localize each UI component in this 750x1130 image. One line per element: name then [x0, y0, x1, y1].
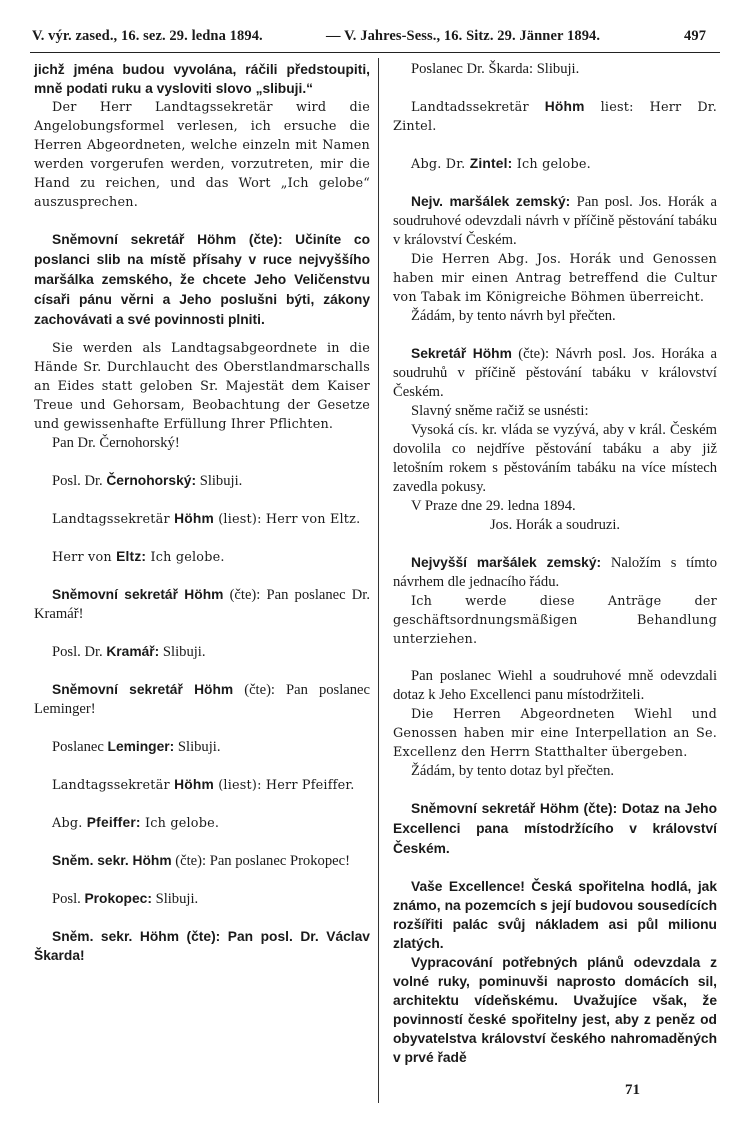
speaker: Höhm — [544, 99, 585, 114]
paragraph: Landtagssekretär Höhm (liest): Herr von Eltz. — [52, 511, 361, 527]
running-header — [32, 22, 720, 52]
paragraph: Sekretář Höhm (čte): Návrh posl. Jos. Horáka a soudruhů v příčině pěstování tabáku v království Českém. — [393, 346, 718, 400]
speaker: Leminger: — [107, 739, 175, 754]
paragraph: Žádám, by tento dotaz byl přečten. — [411, 763, 615, 779]
speaker: Prokopec: — [84, 891, 152, 906]
paragraph: Die Herren Abgeordneten Wiehl und Genossen haben mir eine Interpellation an Se. Excellenz den Herrn Statthalter übergeben. — [393, 707, 717, 760]
paragraph: Sněmovní sekretář Höhm (čte): Pan poslanec Dr. Kramář! — [34, 587, 370, 622]
paragraph: Sněmovní sekretář Höhm (čte): Pan poslanec Leminger! — [34, 682, 370, 717]
paragraph — [34, 230, 370, 330]
paragraph: Nejv. maršálek zemský: Pan posl. Jos. Horák a soudruhové odevzdali návrh v příčině pěstování tabáku v království Českém. — [393, 194, 717, 248]
speaker: Černohorský: — [106, 473, 197, 488]
paragraph: Vypracování potřebných plánů odevzdala z volné ruky, pominuvši naprosto domácích sil, architektu vídeňskému. Uvažujíce však, že povinností české spořitelny jest, aby z peněz od obyvatelstva království českého nahromaděných v prvé řadě — [393, 955, 717, 1065]
header-rule — [30, 52, 720, 53]
paragraph: Posl. Prokopec: Slibuji. — [52, 891, 199, 907]
speaker: Sekretář Höhm — [411, 346, 512, 361]
speaker: Höhm — [174, 777, 214, 792]
paragraph: Slavný sněme račiž se usnésti: — [411, 403, 589, 419]
paragraph: Nejvyšší maršálek zemský: Naložím s tímto návrhem dle jednacího řádu. — [393, 555, 717, 590]
signature-number: 71 — [625, 1082, 640, 1098]
speaker: Nejv. maršálek zemský: — [411, 194, 571, 209]
paragraph: Ich werde diese Anträge der geschäftsordnungsmäßigen Behandlung unterziehen. — [393, 594, 717, 647]
paragraph-text: Učiníte co poslanci slib na místě přísahy v ruce nejvyššího maršálka zemského, že chcete Jeho Veličenstvu císaři pánu věrni a Jeho poslušni býti, zákony zachovávati a své povinnosti plniti. — [34, 232, 370, 327]
left-column — [34, 60, 370, 965]
speaker: Nejvyšší maršálek zemský: — [411, 555, 602, 570]
header-german: — V. Jahres-Sess., 16. Sitz. 29. Jänner 1894. — [326, 28, 601, 44]
paragraph: Posl. Dr. Černohorský: Slibuji. — [52, 473, 243, 489]
speaker: Kramář: — [106, 644, 160, 659]
header-page-number: 497 — [684, 28, 707, 44]
paragraph: Vaše Excellence! Česká spořitelna hodlá, jak známo, na pozemcích s její budovou sousedících rozšířiti palác svůj nákladem asi půl milionu zlatých. — [393, 879, 717, 951]
paragraph: Posl. Dr. Kramář: Slibuji. — [52, 644, 206, 660]
column-divider — [378, 58, 379, 1103]
speaker: Sněmovní sekretář Höhm — [411, 801, 580, 816]
paragraph: Herr von Eltz: Ich gelobe. — [52, 549, 225, 565]
paragraph: Abg. Pfeiffer: Ich gelobe. — [52, 815, 220, 831]
paragraph: Pan poslanec Wiehl a soudruhové mně odevzdali dotaz k Jeho Excellenci panu místodržiteli. — [393, 668, 717, 703]
paragraph: Žádám, by tento návrh byl přečten. — [411, 308, 616, 324]
paragraph: V Praze dne 29. ledna 1894. — [411, 498, 576, 514]
paragraph: Sie werden als Landtagsabgeordnete in die Hände Sr. Durchlaucht des Oberstlandmarschalls an Eides statt geloben Sr. Majestät dem Kaiser Treue und Gehorsam, Beobachtung der Gesetze und gewissenhafte Erfüllung Ihrer Pflichten. — [34, 341, 370, 432]
paragraph: Sněmovní sekretář Höhm (čte): Dotaz na Jeho Excellenci pana místodržícího v království Českém. — [393, 801, 717, 856]
paragraph: Der Herr Landtagssekretär wird die Angelobungsformel verlesen, ich ersuche die Herren Abgeordneten, welche einzeln mit Namen werden vorgerufen werden, vorzutreten, mir die Hand zu reichen, und das Wort „Ich gelobe“ auszusprechen. — [34, 100, 370, 210]
paragraph: Vysoká cís. kr. vláda se vyzývá, aby v král. Českém dovolila co nejdříve pěstování tabáku a aby již letošním rokem s pěstováním tabáku na více místech zavedla pokusy. — [393, 422, 717, 495]
speaker: Sněmovní sekretář Höhm — [52, 587, 224, 602]
speaker: Zintel: — [469, 156, 513, 171]
speaker: Sněmovní sekretář Höhm (čte): — [52, 232, 283, 247]
paragraph: Die Herren Abg. Jos. Horák und Genossen haben mir einen Antrag betreffend die Cultur von Tabak im Königreiche Böhmen überreicht. — [393, 252, 717, 305]
paragraph: Abg. Dr. Zintel: Ich gelobe. — [411, 156, 591, 172]
paragraph: Pan Dr. Černohorský! — [52, 435, 180, 451]
header-czech: V. výr. zased., 16. sez. 29. ledna 1894. — [32, 28, 263, 44]
paragraph: Sněm. sekr. Höhm (čte): Pan poslanec Prokopec! — [52, 853, 350, 869]
speaker: Pfeiffer: — [86, 815, 141, 830]
speaker: Škarda: — [488, 61, 534, 77]
paragraph: Sněm. sekr. Höhm (čte): Pan posl. Dr. Václav Škarda! — [34, 929, 370, 963]
speaker: Sněm. sekr. Höhm — [52, 853, 172, 868]
paragraph: jichž jména budou vyvolána, ráčili předstoupiti, mně podati ruku a vysloviti slovo „slibuji.“ — [34, 62, 370, 96]
paragraph: Poslanec Dr. Škarda: Slibuji. — [411, 61, 580, 77]
speaker: Sněmovní sekretář Höhm — [52, 682, 234, 697]
paragraph: Landtagssekretär Höhm (liest): Herr Pfeiffer. — [52, 777, 355, 793]
paragraph: Jos. Horák a soudruzi. — [489, 517, 621, 533]
paragraph: Landtadssekretär Höhm liest: Herr Dr. Zintel. — [393, 99, 717, 134]
speaker: Höhm — [174, 511, 214, 526]
speaker: Eltz: — [116, 549, 147, 564]
speaker: Sněm. sekr. Höhm — [52, 929, 179, 944]
right-column — [393, 60, 717, 1067]
paragraph: Poslanec Leminger: Slibuji. — [52, 739, 221, 755]
